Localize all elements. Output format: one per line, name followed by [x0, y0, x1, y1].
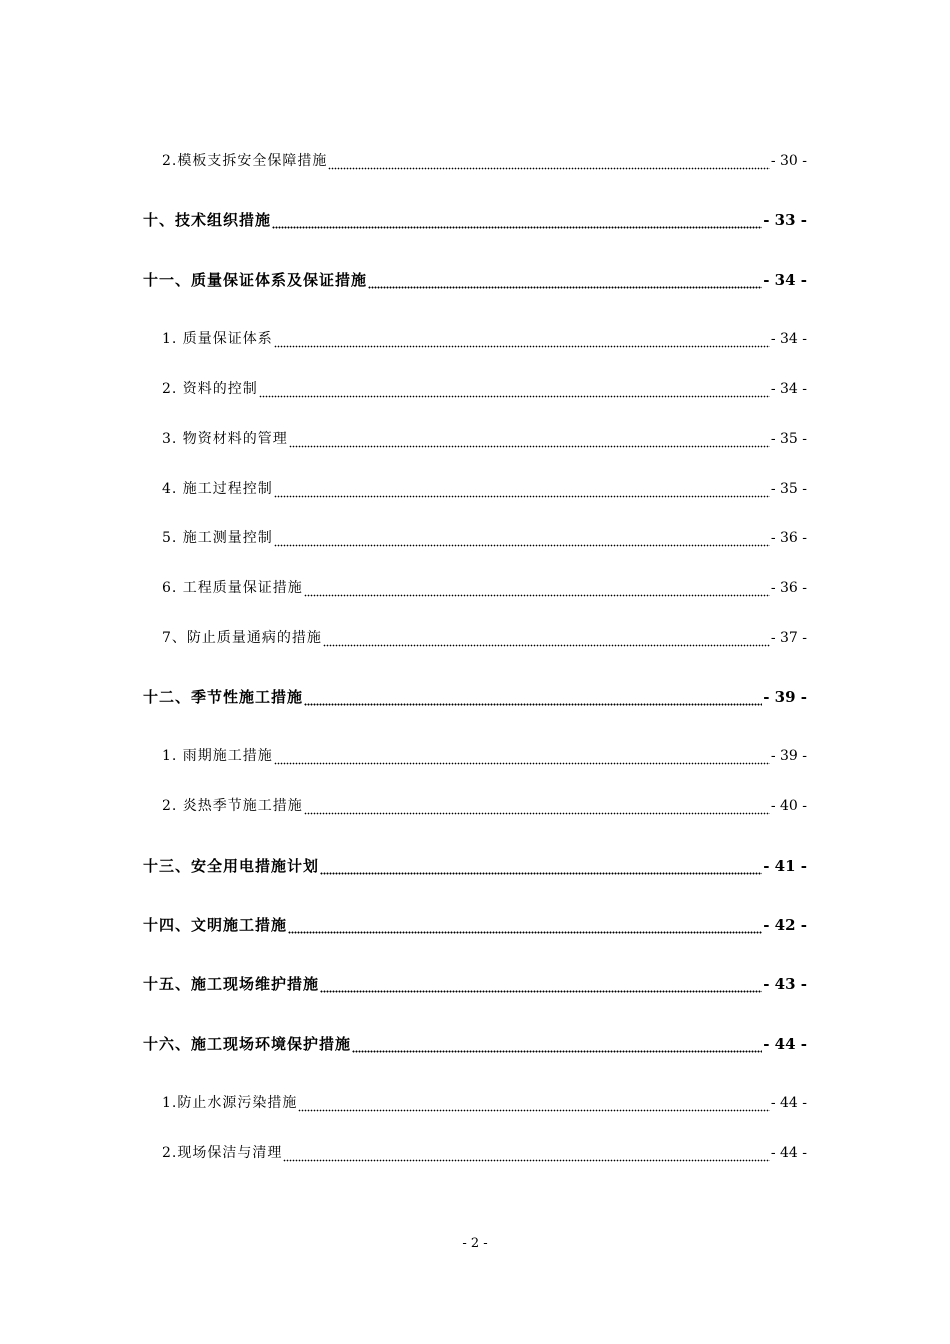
toc-entry[interactable]: [143, 975, 807, 993]
toc-dot-leader: [298, 1098, 769, 1112]
toc-entry-title: 十四、文明施工措施: [143, 916, 288, 934]
toc-entry-page: - 44 -: [763, 1035, 807, 1053]
toc-entry-page: - 35 -: [770, 431, 807, 447]
toc-entry-page: - 43 -: [763, 975, 807, 993]
toc-dot-leader: [283, 1148, 769, 1162]
toc-dot-leader: [289, 434, 770, 448]
toc-entry[interactable]: [162, 797, 807, 815]
toc-dot-leader: [272, 215, 762, 229]
toc-entry-title: 2. 资料的控制: [162, 381, 258, 397]
toc-entry[interactable]: [162, 579, 807, 597]
toc-entry-title: 6. 工程质量保证措施: [162, 580, 303, 596]
toc-entry-page: - 44 -: [770, 1095, 807, 1111]
toc-entry-page: - 39 -: [770, 748, 807, 764]
toc-entry-page: - 36 -: [770, 530, 807, 546]
toc-entry[interactable]: [143, 688, 807, 706]
toc-entry[interactable]: [162, 152, 807, 170]
toc-entry[interactable]: [162, 1094, 807, 1112]
toc-entry[interactable]: [162, 747, 807, 765]
toc-dot-leader: [368, 275, 762, 289]
toc-entry-title: 2.模板支拆安全保障措施: [162, 153, 328, 169]
toc-entry[interactable]: [143, 916, 807, 934]
toc-entry-page: - 44 -: [770, 1145, 807, 1161]
toc-dot-leader: [304, 692, 762, 706]
toc-entry-title: 3. 物资材料的管理: [162, 431, 288, 447]
toc-dot-leader: [328, 156, 769, 170]
toc-entry-page: - 33 -: [763, 211, 807, 229]
toc-dot-leader: [320, 861, 762, 875]
page-number: - 2 -: [462, 1236, 488, 1251]
toc-entry-title: 十六、施工现场环境保护措施: [143, 1035, 352, 1053]
toc-entry-page: - 30 -: [770, 153, 807, 169]
toc-entry-title: 1. 雨期施工措施: [162, 748, 273, 764]
toc-dot-leader: [304, 801, 770, 815]
toc-dot-leader: [304, 583, 770, 597]
toc-entry-title: 7、防止质量通病的措施: [162, 630, 322, 646]
toc-entry-title: 1. 质量保证体系: [162, 331, 273, 347]
toc-entry-page: - 34 -: [763, 271, 807, 289]
toc-dot-leader: [274, 484, 770, 498]
toc-entry-title: 4. 施工过程控制: [162, 481, 273, 497]
toc-entry[interactable]: [143, 857, 807, 875]
toc-dot-leader: [323, 633, 770, 647]
toc-entry-title: 2.现场保洁与清理: [162, 1145, 283, 1161]
toc-entry[interactable]: [162, 380, 807, 398]
toc-entry-page: - 42 -: [763, 916, 807, 934]
toc-entry[interactable]: [162, 480, 807, 498]
toc-entry[interactable]: [143, 211, 807, 229]
toc-entry-page: - 41 -: [763, 857, 807, 875]
toc-entry[interactable]: [162, 1144, 807, 1162]
toc-entry-title: 十、技术组织措施: [143, 211, 272, 229]
toc-entry-title: 十五、施工现场维护措施: [143, 975, 320, 993]
toc-dot-leader: [288, 920, 762, 934]
toc-entry-page: - 34 -: [770, 331, 807, 347]
toc-entry-page: - 39 -: [763, 688, 807, 706]
toc-entry[interactable]: [143, 271, 807, 289]
toc-entry-title: 十二、季节性施工措施: [143, 688, 304, 706]
toc-entry[interactable]: [162, 430, 807, 448]
toc-entry-page: - 35 -: [770, 481, 807, 497]
toc-dot-leader: [274, 751, 770, 765]
toc-entry-title: 5. 施工测量控制: [162, 530, 273, 546]
toc-entry-page: - 37 -: [770, 630, 807, 646]
toc-dot-leader: [352, 1039, 762, 1053]
toc-entry[interactable]: [162, 529, 807, 547]
toc-dot-leader: [320, 979, 762, 993]
toc-dot-leader: [274, 334, 770, 348]
toc-entry-title: 十三、安全用电措施计划: [143, 857, 320, 875]
toc-entry[interactable]: [143, 1035, 807, 1053]
toc-entry-page: - 34 -: [770, 381, 807, 397]
toc-entry-title: 1.防止水源污染措施: [162, 1095, 298, 1111]
toc-dot-leader: [274, 533, 770, 547]
toc-entry-title: 2. 炎热季节施工措施: [162, 798, 303, 814]
toc-dot-leader: [259, 384, 770, 398]
toc-entry-page: - 40 -: [770, 798, 807, 814]
toc-entry-page: - 36 -: [770, 580, 807, 596]
toc-entry[interactable]: [162, 629, 807, 647]
toc-entry-title: 十一、质量保证体系及保证措施: [143, 271, 368, 289]
toc-entry[interactable]: [162, 330, 807, 348]
